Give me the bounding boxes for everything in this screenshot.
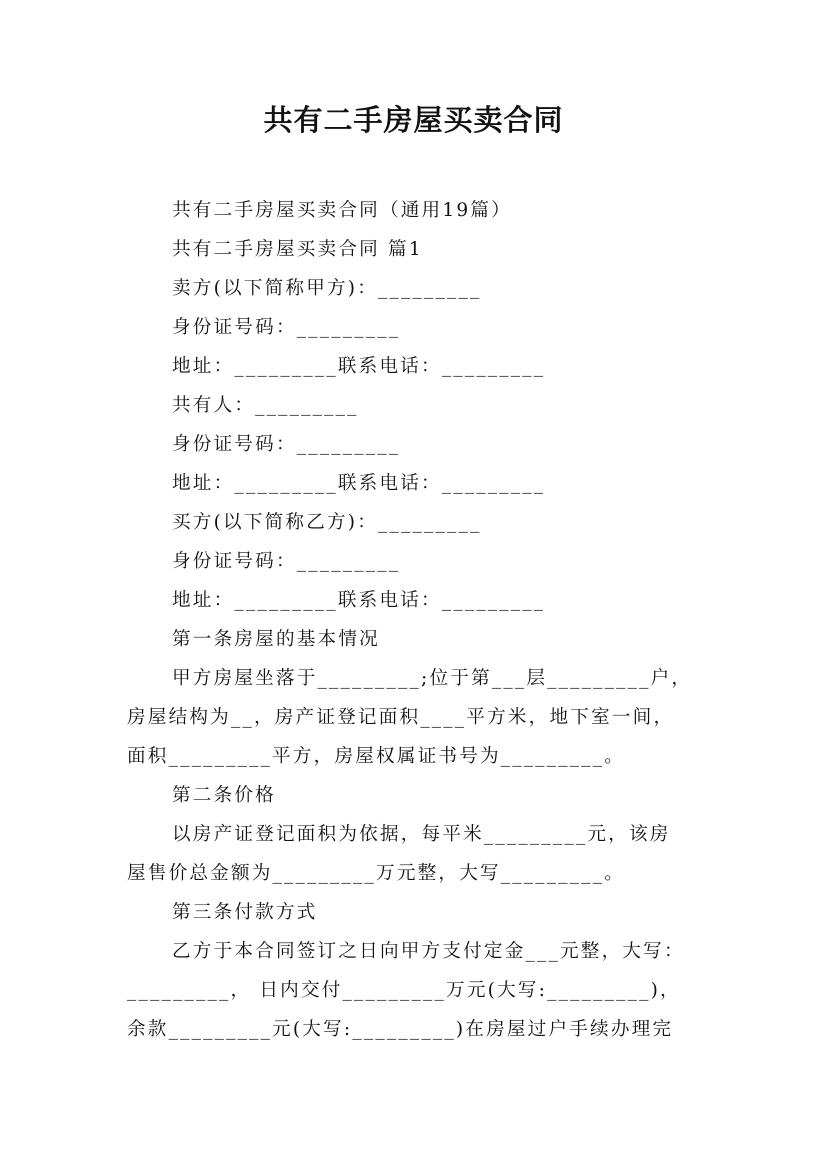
article-3-heading: 第三条付款方式 (172, 902, 318, 923)
buyer-line: 买方(以下简称乙方)：_________ (172, 512, 482, 533)
article-1-text-line: 面积_________平方，房屋权属证书号为_________。 (127, 746, 626, 767)
article-2-heading: 第二条价格 (172, 785, 276, 806)
buyer-id-line: 身份证号码：_________ (172, 551, 401, 572)
article-3-text-line: 余款_________元(大写:_________)在房屋过户手续办理完 (127, 1019, 674, 1040)
article-3-text-line: 乙方于本合同签订之日向甲方支付定金___元整，大写： (172, 941, 685, 962)
subtitle-line: 共有二手房屋买卖合同（通用19篇） (172, 200, 512, 221)
co-owner-address-line: 地址：_________联系电话：_________ (172, 473, 546, 494)
buyer-address-line: 地址：_________联系电话：_________ (172, 590, 546, 611)
article-1-heading: 第一条房屋的基本情况 (172, 629, 380, 650)
document-title: 共有二手房屋买卖合同 (263, 103, 564, 137)
seller-address-line: 地址：_________联系电话：_________ (172, 356, 546, 377)
seller-id-line: 身份证号码：_________ (172, 317, 401, 338)
co-owner-id-line: 身份证号码：_________ (172, 434, 401, 455)
article-1-text-line: 甲方房屋坐落于_________;位于第___层_________户， (172, 668, 693, 689)
section-heading-line: 共有二手房屋买卖合同 篇1 (172, 239, 423, 260)
article-3-text-line: _________， 日内交付_________万元(大写:_________)， (127, 980, 681, 1001)
seller-line: 卖方(以下简称甲方)：_________ (172, 278, 482, 299)
co-owner-line: 共有人：_________ (172, 395, 359, 416)
article-2-text-line: 以房产证登记面积为依据，每平米_________元，该房 (172, 824, 671, 845)
article-2-text-line: 屋售价总金额为_________万元整，大写_________。 (127, 863, 626, 884)
article-1-text-line: 房屋结构为__，房产证登记面积____平方米，地下室一间， (127, 707, 675, 728)
